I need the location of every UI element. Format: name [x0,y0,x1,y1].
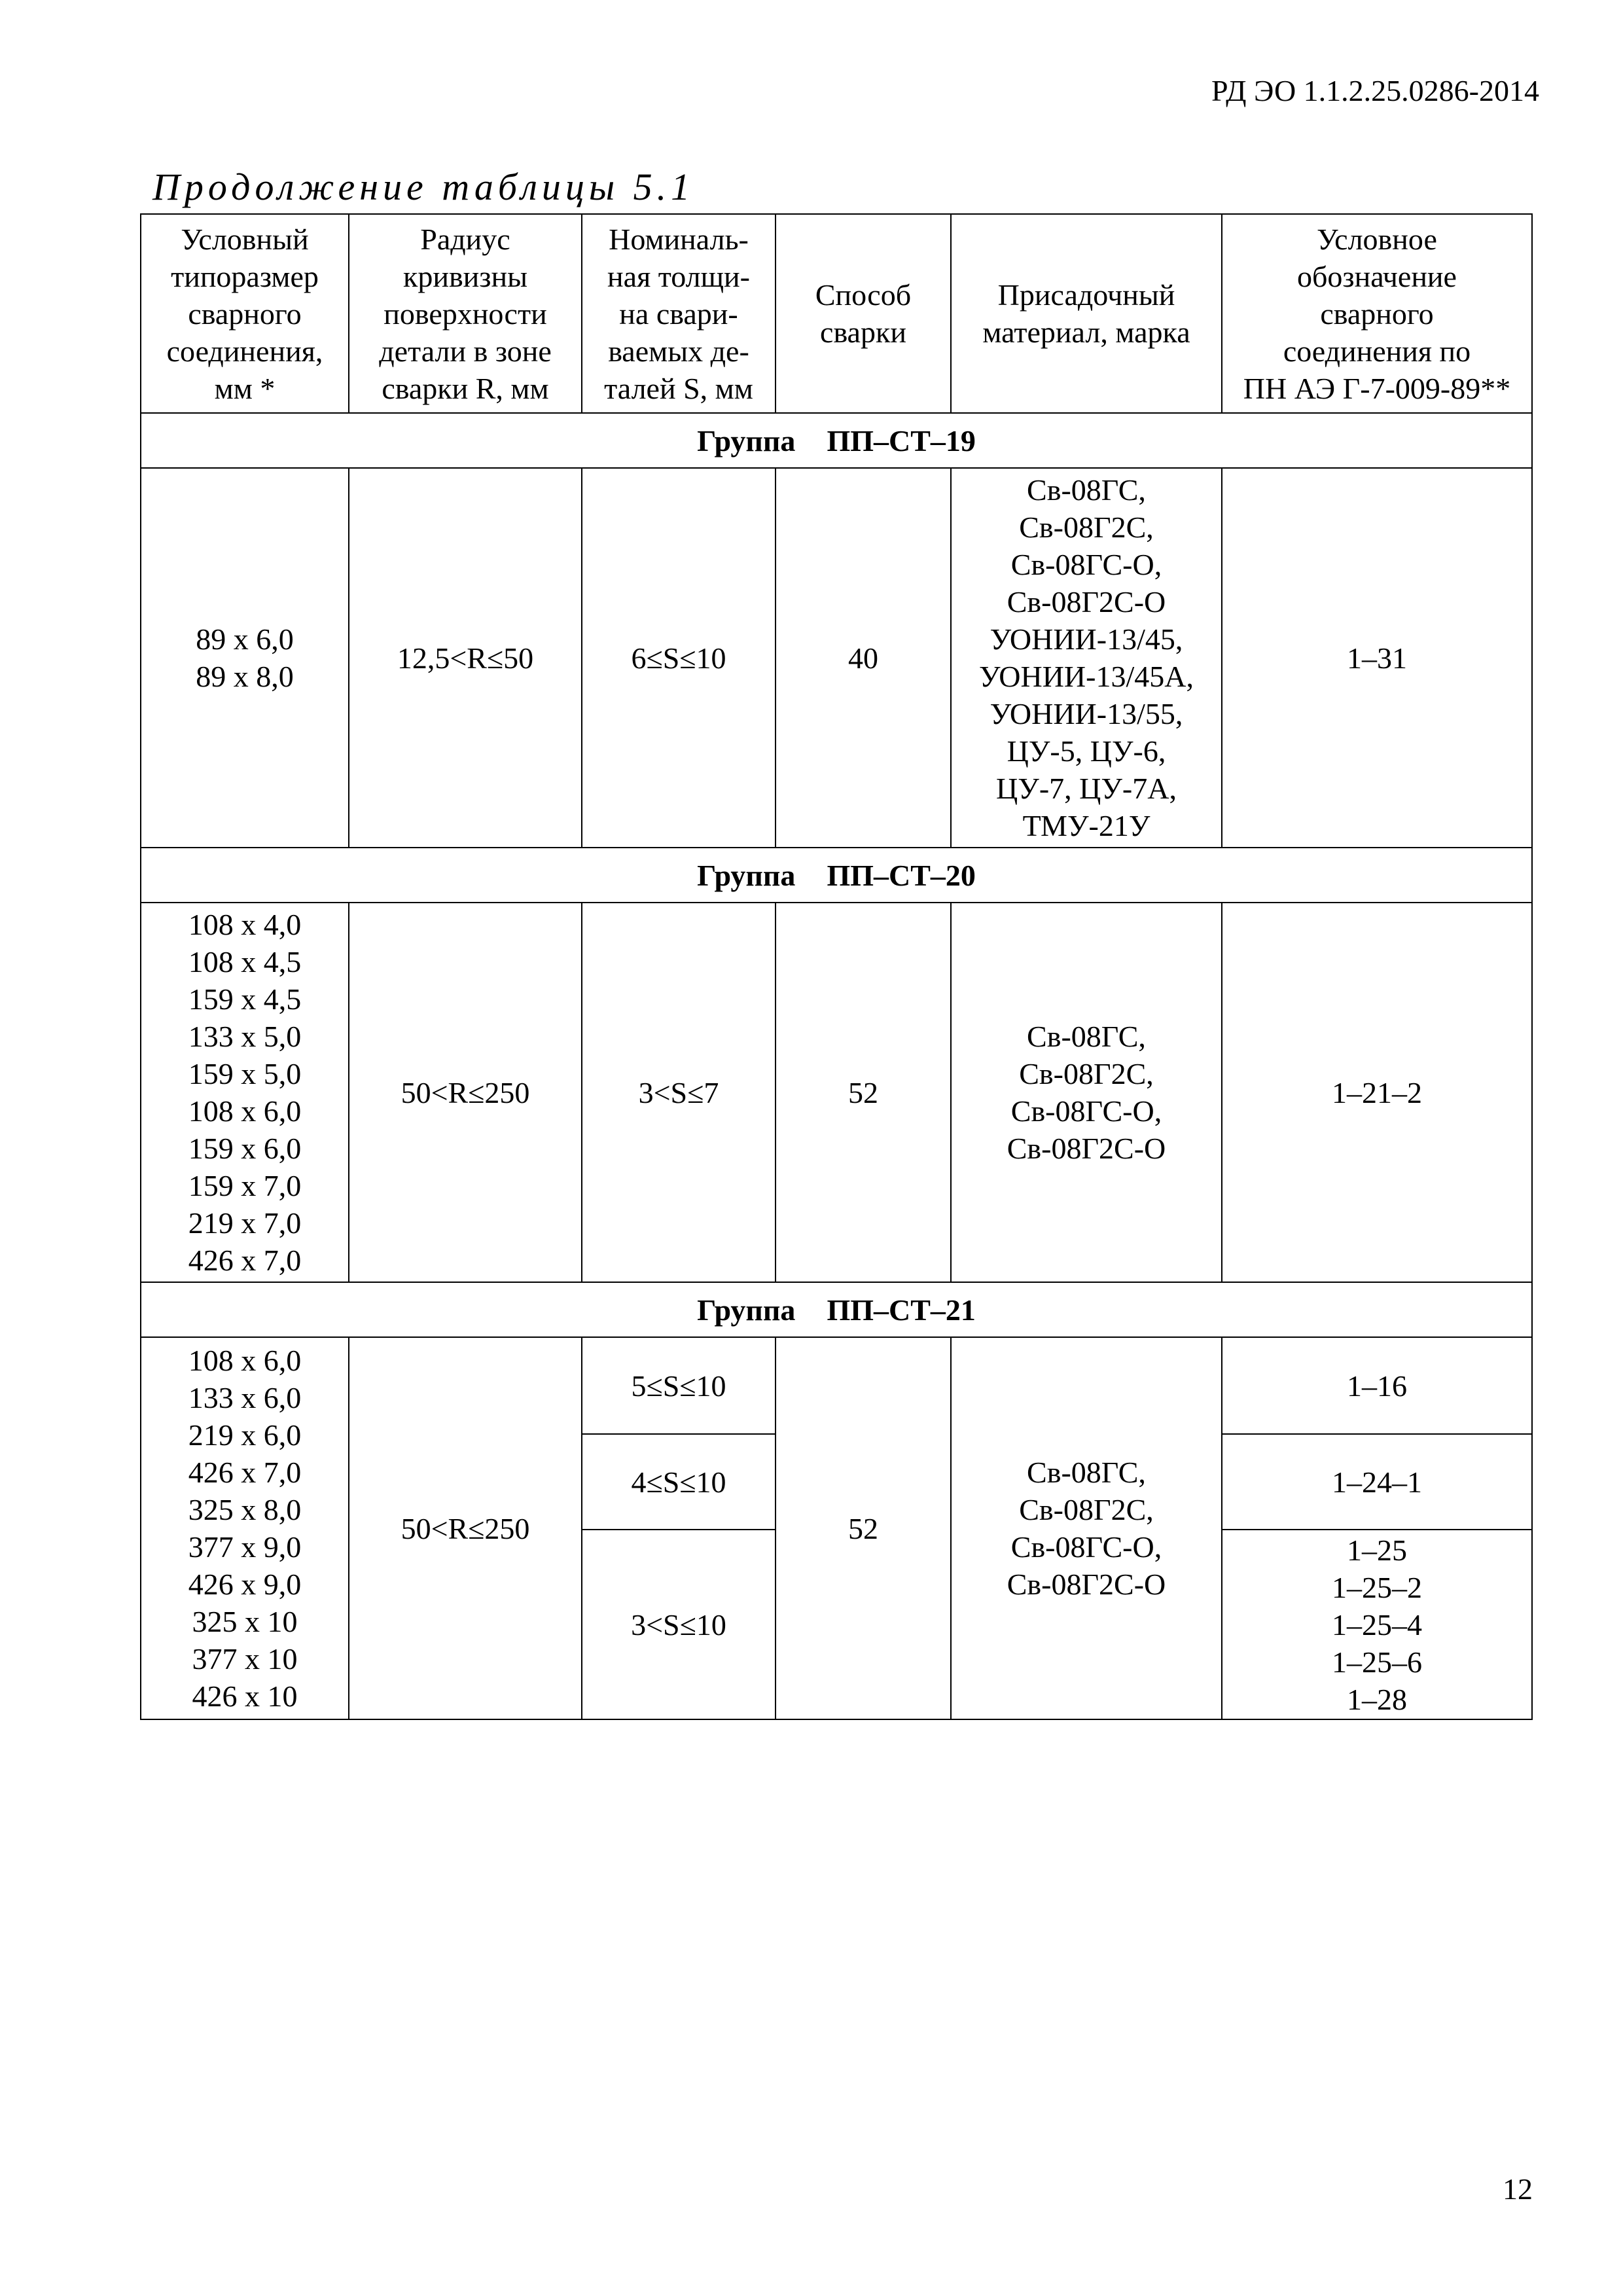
group-header-21 [141,1282,1532,1337]
thickness-cell: 6≤S≤10 [582,468,776,848]
designation-cell: 1–31 [1222,468,1532,848]
header-method: Способ сварки [776,214,951,413]
sizes-cell: 108 x 6,0 133 x 6,0 219 x 6,0 426 x 7,0 325 x 8,0 377 x 9,0 426 x 9,0 325 x 10 377 x 10 426 x 10 [141,1337,349,1719]
filler-cell: Св-08ГС, Св-08Г2С, Св-08ГС-О, Св-08Г2С-О УОНИИ-13/45, УОНИИ-13/45А, УОНИИ-13/55, ЦУ-5, ЦУ-6, ЦУ-7, ЦУ-7А, ТМУ-21У [951,468,1222,848]
table-caption: Продолжение таблицы 5.1 [152,166,695,208]
designation-cell: 1–24–1 [1222,1434,1532,1530]
header-thickness: Номиналь- ная толщи- на свари- ваемых де- талей S, мм [582,214,776,413]
group-header-20 [141,848,1532,903]
header-filler: Присадочный материал, марка [951,214,1222,413]
filler-cell: Св-08ГС, Св-08Г2С, Св-08ГС-О, Св-08Г2С-О [951,1337,1222,1719]
designation-cell: 1–21–2 [1222,903,1532,1282]
table-row [141,468,1532,848]
header-size: Условный типоразмер сварного соединения, мм * [141,214,349,413]
group-title: Группа ПП–СТ–19 [141,413,1532,468]
sizes-cell: 108 x 4,0 108 x 4,5 159 x 4,5 133 x 5,0 159 x 5,0 108 x 6,0 159 x 6,0 159 x 7,0 219 x 7,0 426 x 7,0 [141,903,349,1282]
method-cell: 52 [776,903,951,1282]
filler-cell: Св-08ГС, Св-08Г2С, Св-08ГС-О, Св-08Г2С-О [951,903,1222,1282]
group-header-19 [141,413,1532,468]
radius-cell: 50<R≤250 [349,1337,582,1719]
table-row [141,903,1532,1282]
method-cell: 40 [776,468,951,848]
designation-cell: 1–25 1–25–2 1–25–4 1–25–6 1–28 [1222,1530,1532,1719]
radius-cell: 12,5<R≤50 [349,468,582,848]
welding-table [140,213,1533,1720]
group-title: Группа ПП–СТ–21 [141,1282,1532,1337]
table-row [141,1337,1532,1434]
method-cell: 52 [776,1337,951,1719]
header-designation: Условное обозначение сварного соединения по ПН АЭ Г-7-009-89** [1222,214,1532,413]
thickness-cell: 4≤S≤10 [582,1434,776,1530]
sizes-cell: 89 x 6,0 89 x 8,0 [141,468,349,848]
header-row [141,214,1532,413]
document-code: РД ЭО 1.1.2.25.0286-2014 [1211,74,1539,107]
thickness-cell: 3<S≤10 [582,1530,776,1719]
thickness-cell: 3<S≤7 [582,903,776,1282]
page-number: 12 [1503,2172,1533,2206]
radius-cell: 50<R≤250 [349,903,582,1282]
designation-cell: 1–16 [1222,1337,1532,1434]
header-radius: Радиус кривизны поверхности детали в зоне сварки R, мм [349,214,582,413]
thickness-cell: 5≤S≤10 [582,1337,776,1434]
group-title: Группа ПП–СТ–20 [141,848,1532,903]
